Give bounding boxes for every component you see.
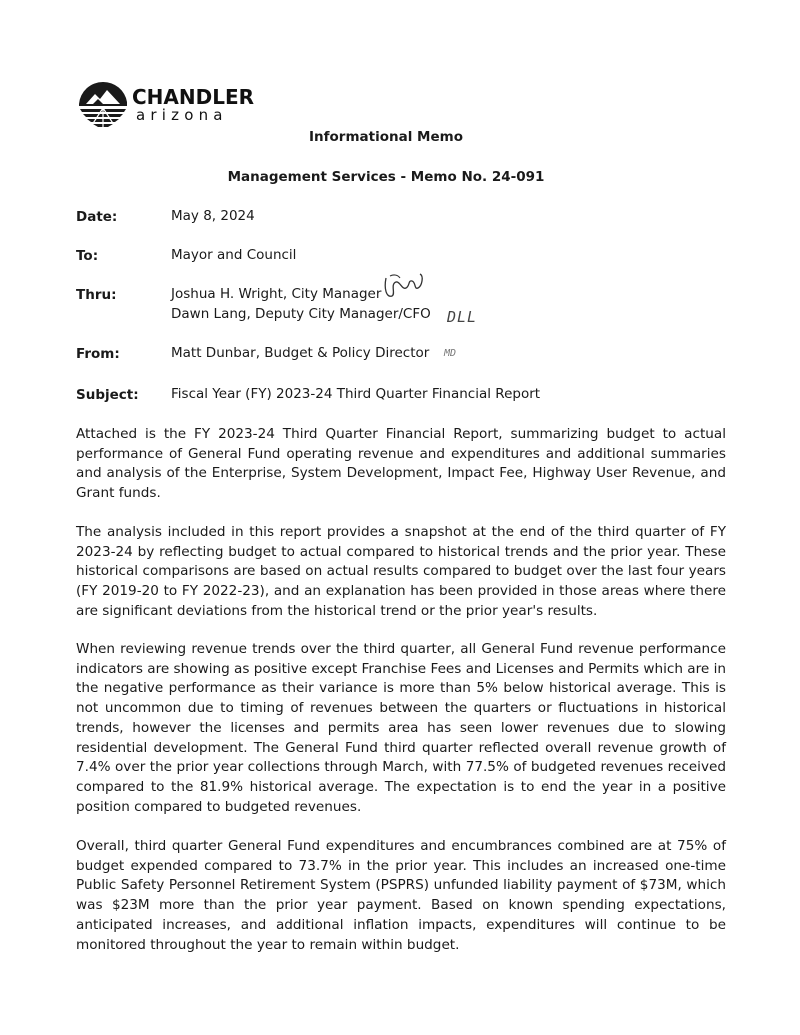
date-value: May 8, 2024 <box>171 208 255 224</box>
body-paragraph-2: The analysis included in this report provides a snapshot at the end of the third quarter of FY 2023-24 by reflecting budget to actual compared to historical trends and the prior year. These historical comparisons are based on actual results compared to budget over the last four years (FY 2019-20 to FY 2022-23), and an explanation has been provided in those areas where there are significant deviations from the historical trend or the prior year's results. <box>76 524 726 619</box>
logo-subtitle: arizona <box>136 106 228 124</box>
chandler-emblem-icon <box>76 80 130 130</box>
thru-value-1: Joshua H. Wright, City Manager <box>171 286 382 302</box>
cfo-initials: DLL <box>447 308 478 326</box>
memo-number-title: Management Services - Memo No. 24-091 <box>227 169 545 185</box>
subject-label: Subject: <box>76 387 139 403</box>
logo-wordmark: CHANDLER <box>132 85 255 109</box>
memo-type-title: Informational Memo <box>309 129 463 145</box>
handwritten-signature <box>380 270 432 304</box>
director-initials: MD <box>444 348 457 359</box>
thru-label: Thru: <box>76 287 117 303</box>
from-value: Matt Dunbar, Budget & Policy Director <box>171 345 430 361</box>
body-paragraph-4: Overall, third quarter General Fund expenditures and encumbrances combined are at 75% of budget expended compared to 73.7% in the prior year. This includes an increased one-time Public Safety Personnel Retirement System (PSPRS) unfunded liability payment of $73M, which was $23M more than the prior year payment. Based on known spending expectations, anticipated increases, and additional inflation impacts, expenditures will continue to be monitored throughout the year to remain within budget. <box>76 838 726 953</box>
from-label: From: <box>76 346 120 362</box>
thru-value-2: Dawn Lang, Deputy City Manager/CFO <box>171 306 431 322</box>
date-label: Date: <box>76 209 118 225</box>
body-paragraph-3: When reviewing revenue trends over the third quarter, all General Fund revenue performance indicators are showing as positive except Franchise Fees and Licenses and Permits which are in the negative performance as their variance is more than 5% below historical average. This is not uncommon due to timing of revenues between the quarters or fluctuations in historical trends, however the licenses and permits area has seen lower revenues due to slowing residential development. The General Fund third quarter reflected overall revenue growth of 7.4% over the prior year collections through March, with 77.5% of budgeted revenues received compared to the 81.9% historical average. The expectation is to end the year in a positive position compared to budgeted revenues. <box>76 641 726 815</box>
to-label: To: <box>76 248 99 264</box>
subject-value: Fiscal Year (FY) 2023-24 Third Quarter Financial Report <box>171 386 541 402</box>
chandler-logo <box>76 80 256 130</box>
to-value: Mayor and Council <box>171 247 297 263</box>
body-paragraph-1: Attached is the FY 2023-24 Third Quarter Financial Report, summarizing budget to actual performance of General Fund operating revenue and expenditures and additional summaries and analysis of the Enterprise, System Development, Impact Fee, Highway User Revenue, and Grant funds. <box>76 426 726 502</box>
